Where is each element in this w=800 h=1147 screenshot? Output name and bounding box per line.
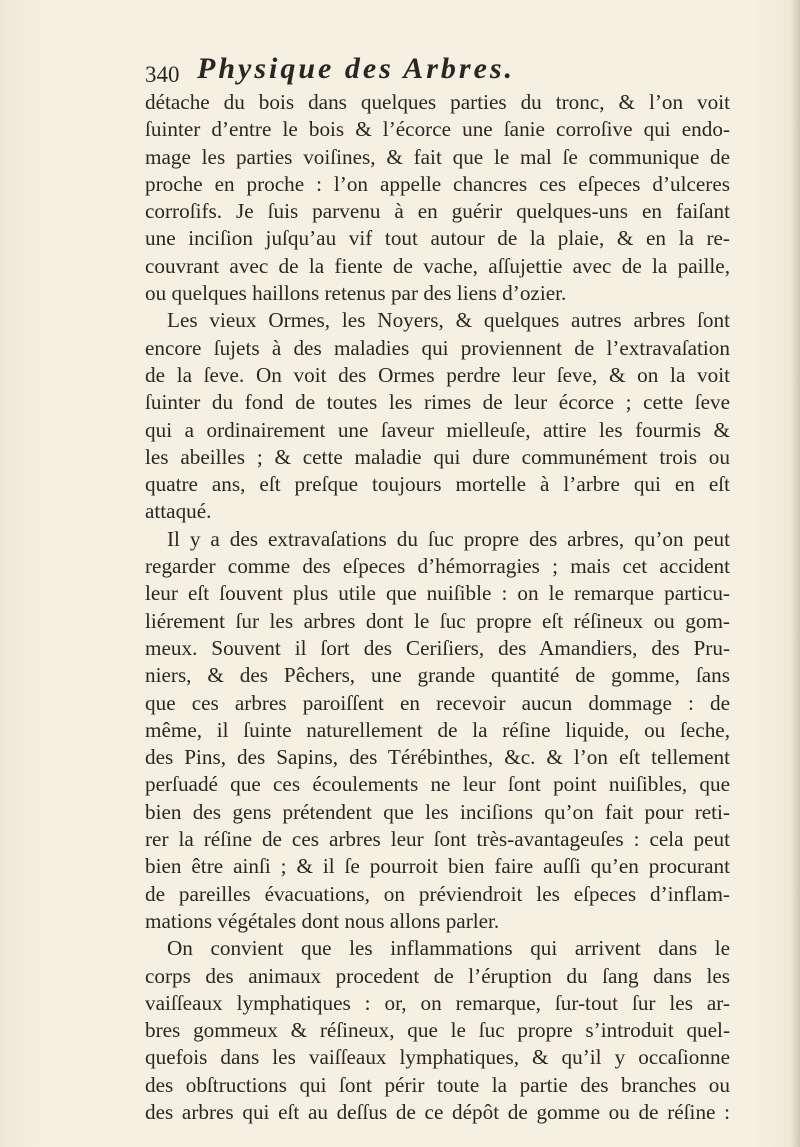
text-line: ſuinter d’entre le bois & l’écorce une ſanie corroſive qui endo-	[145, 117, 730, 142]
text-line: Les vieux Ormes, les Noyers, & quelques autres arbres ſont	[167, 308, 730, 333]
text-line: perſuadé que ces écoulements ne leur ſont point nuiſibles, que	[145, 772, 730, 797]
text-line: On convient que les inflammations qui arrivent dans le	[167, 936, 730, 961]
text-line: que ces arbres paroiſſent en recevoir aucun dommage : de	[145, 690, 730, 715]
text-line: mage les parties voiſines, & fait que le mal ſe communique de	[145, 144, 730, 169]
text-line: qui a ordinairement une ſaveur mielleuſe, attire les fourmis &	[145, 417, 730, 442]
page-edge-shadow	[790, 0, 800, 1147]
text-line: couvrant avec de la fiente de vache, aſſujettie avec de la paille,	[145, 253, 730, 278]
text-line: des Pins, des Sapins, des Térébinthes, &c. & l’on eſt tellement	[145, 745, 730, 770]
text-line: corps des animaux procedent de l’éruption du ſang dans les	[145, 963, 730, 988]
text-line: de pareilles évacuations, on préviendroit les eſpeces d’inflam-	[145, 881, 730, 906]
text-line: liérement ſur les arbres dont le ſuc propre eſt réſineux ou gom-	[145, 608, 730, 633]
text-line: leur eſt ſouvent plus utile que nuiſible : on le remarque particu-	[145, 581, 730, 606]
text-line: rer la réſine de ces arbres leur ſont très-avantageuſes : cela peut	[145, 827, 730, 852]
text-line: encore ſujets à des maladies qui proviennent de l’extravaſation	[145, 335, 730, 360]
text-line: vaiſſeaux lymphatiques : or, on remarque, ſur-tout ſur les ar-	[145, 990, 730, 1015]
text-line: Il y a des extravaſations du ſuc propre des arbres, qu’on peut	[167, 526, 730, 551]
body-text	[145, 89, 730, 1126]
text-line: des arbres qui eſt au deſſus de ce dépôt de gomme ou de réſine :	[145, 1099, 730, 1124]
running-title: Physique des Arbres.	[197, 52, 516, 85]
text-line: niers, & des Pêchers, une grande quantité de gomme, ſans	[145, 663, 730, 688]
text-line: de la ſeve. On voit des Ormes perdre leur ſeve, & on la voit	[145, 362, 730, 387]
text-line: une inciſion juſqu’au vif tout autour de la plaie, & en la re-	[145, 226, 730, 251]
text-line: des obſtructions qui ſont périr toute la partie des branches ou	[145, 1072, 730, 1097]
page-header	[145, 50, 745, 90]
page-number: 340	[145, 62, 180, 87]
text-line: meux. Souvent il ſort des Ceriſiers, des Amandiers, des Pru-	[145, 635, 730, 660]
text-line: regarder comme des eſpeces d’hémorragies ; mais cet accident	[145, 554, 730, 579]
text-line: les abeilles ; & cette maladie qui dure communément trois ou	[145, 444, 730, 469]
text-line: ſuinter du fond de toutes les rimes de leur écorce ; cette ſeve	[145, 390, 730, 415]
text-line: quatre ans, eſt preſque toujours mortelle à l’arbre qui en eſt	[145, 472, 730, 497]
text-line: même, il ſuinte naturellement de la réſine liquide, ou ſeche,	[145, 717, 730, 742]
text-line: ou quelques haillons retenus par des liens d’ozier.	[145, 281, 567, 306]
text-line: détache du bois dans quelques parties du tronc, & l’on voit	[145, 90, 730, 114]
text-line: mations végétales dont nous allons parler.	[145, 908, 500, 933]
text-line: corroſifs. Je ſuis parvenu à en guérir quelques-uns en faiſant	[145, 199, 730, 224]
text-line: proche en proche : l’on appelle chancres ces eſpeces d’ulceres	[145, 171, 730, 196]
text-line: bien des gens prétendent que les inciſions qu’on fait pour reti-	[145, 799, 730, 824]
text-line: bien être ainſi ; & il ſe pourroit bien faire auſſi qu’en procurant	[145, 854, 730, 879]
text-line: attaqué.	[145, 499, 212, 524]
text-line: quefois dans les vaiſſeaux lymphatiques, & qu’il y occaſionne	[145, 1045, 730, 1070]
text-line: bres gommeux & réſineux, que le ſuc propre s’introduit quel-	[145, 1018, 730, 1043]
